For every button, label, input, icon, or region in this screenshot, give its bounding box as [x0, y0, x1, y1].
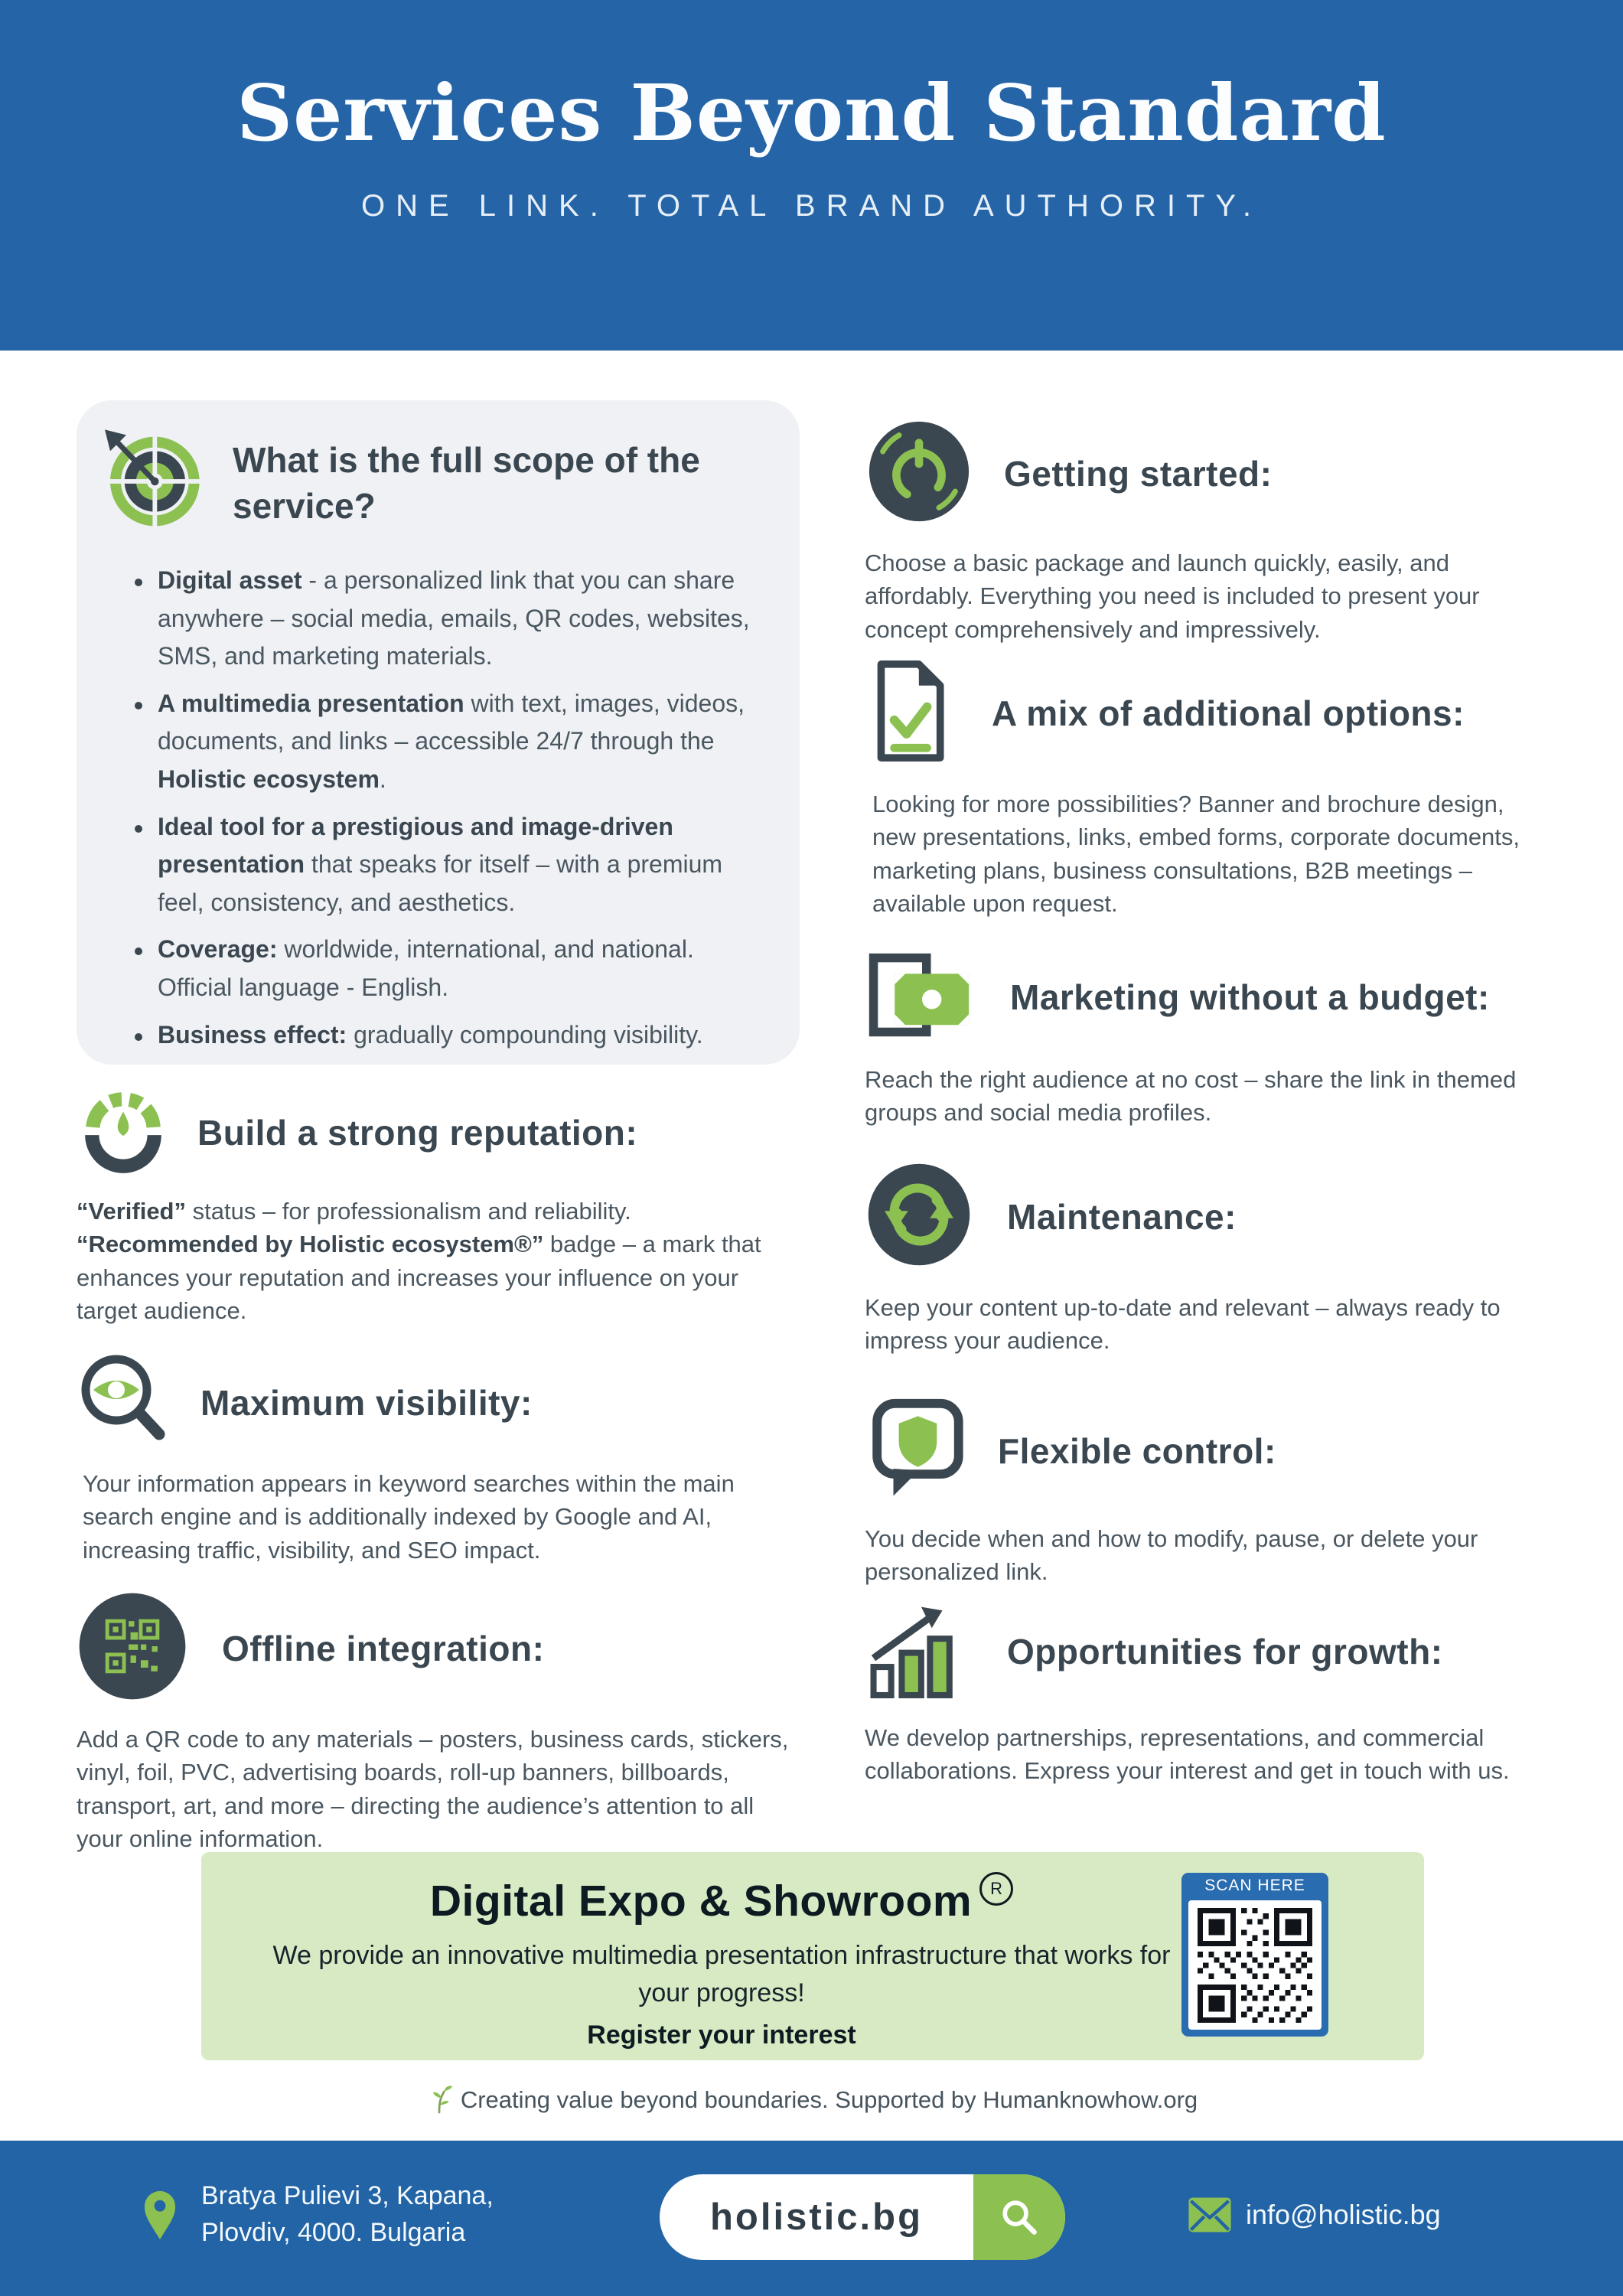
- section-header: [865, 1160, 1553, 1273]
- promo-text: We provide an innovative multimedia presentation infrastructure that works for your progress!: [272, 1941, 1171, 2008]
- search-icon: [996, 2193, 1043, 2241]
- address-block: [140, 2177, 494, 2252]
- section-heading: A mix of additional options:: [992, 693, 1465, 733]
- section-text: Looking for more possibilities? Banner and brochure design, new presentations, links, embed forms, corporate documents, marketing plans, business consultations, B2B meetings – available upon request.: [872, 791, 1520, 918]
- document-check-icon: [865, 657, 955, 769]
- tagline: [0, 2083, 1623, 2114]
- section-header: [77, 1082, 800, 1182]
- section-header: [77, 1590, 800, 1706]
- scope-heading: What is the full scope of the service?: [233, 439, 700, 526]
- section-header: [865, 1600, 1553, 1703]
- section-text: “Verified” status – for professionalism and reliability. “Recommended by Holistic ecosystem®” badge – a mark that enhances your reputation and increases your influence on your target audience.: [77, 1198, 761, 1325]
- refresh-icon: [865, 1160, 973, 1273]
- qr-code-block: [1181, 1873, 1328, 2037]
- list-item: Business effect: gradually compounding visibility.: [130, 1016, 766, 1055]
- promo-content: [270, 1872, 1173, 2050]
- envelope-icon: [1188, 2196, 1232, 2234]
- address-line1: Bratya Pulievi 3, Kapana,: [201, 2181, 494, 2210]
- section-text: Your information appears in keyword searches within the main search engine and is additionally indexed by Google and AI, increasing traffic, visibility, and SEO impact.: [83, 1470, 735, 1564]
- search-button[interactable]: [973, 2174, 1065, 2260]
- section-offline: [77, 1590, 800, 1856]
- section-text: We develop partnerships, representations, and commercial collaborations. Express your interest and get in touch with us.: [865, 1724, 1510, 1785]
- section-heading: Offline integration:: [222, 1628, 545, 1668]
- shield-bubble-icon: [865, 1394, 976, 1507]
- section-heading: Opportunities for growth:: [1007, 1631, 1443, 1671]
- section-options: [865, 657, 1553, 921]
- banknote-icon: [865, 949, 979, 1045]
- section-header: [77, 1353, 800, 1452]
- section-reputation: [77, 1082, 800, 1328]
- power-icon: [865, 417, 973, 530]
- footer-bar: [0, 2141, 1623, 2296]
- section-header: [865, 1394, 1553, 1507]
- scope-box-header: [99, 428, 766, 539]
- section-heading: Maximum visibility:: [200, 1382, 533, 1423]
- list-item: A multimedia presentation with text, images, videos, documents, and links – accessible 24/7 through the Holistic ecosystem.: [130, 685, 766, 799]
- site-search-pill[interactable]: [660, 2174, 1065, 2260]
- site-domain[interactable]: holistic.bg: [710, 2197, 923, 2238]
- section-heading: Build a strong reputation:: [197, 1112, 638, 1153]
- qr-code: [1188, 1900, 1322, 2030]
- section-growth: [865, 1600, 1553, 1788]
- section-header: [865, 417, 1553, 530]
- target-icon: [99, 428, 207, 539]
- section-header: [865, 949, 1553, 1045]
- list-item: Coverage: worldwide, international, and national. Official language - English.: [130, 931, 766, 1006]
- plant-icon: [425, 2083, 453, 2114]
- scope-box: [77, 400, 800, 1065]
- section-getting-started: [865, 417, 1553, 646]
- register-interest-link[interactable]: Register your interest: [587, 2020, 856, 2050]
- qr-scan-label: SCAN HERE: [1204, 1877, 1305, 1894]
- section-text: Keep your content up-to-date and relevant – always ready to impress your audience.: [865, 1294, 1501, 1355]
- section-text: You decide when and how to modify, pause, or delete your personalized link.: [865, 1525, 1478, 1586]
- email-block[interactable]: [1188, 2196, 1441, 2234]
- promo-box: [201, 1852, 1424, 2060]
- registered-trademark-icon: R: [979, 1872, 1013, 1906]
- address-line2: Plovdiv, 4000. Bulgaria: [201, 2218, 466, 2248]
- scope-bullet-list: [99, 562, 766, 1054]
- section-heading: Marketing without a budget:: [1010, 977, 1490, 1017]
- address-text: [201, 2177, 494, 2252]
- section-text: Add a QR code to any materials – posters, business cards, stickers, vinyl, foil, PVC, advertising boards, roll-up banners, billboards, transport, art, and more – directing the audience’s attention to all your online information.: [77, 1726, 789, 1853]
- gauge-icon: [77, 1082, 170, 1182]
- header-banner: [0, 0, 1623, 351]
- section-text: Reach the right audience at no cost – share the link in themed groups and social media profiles.: [865, 1066, 1517, 1127]
- section-control: [865, 1394, 1553, 1589]
- section-heading: Getting started:: [1004, 453, 1273, 494]
- section-visibility: [77, 1353, 800, 1567]
- growth-chart-icon: [865, 1600, 979, 1703]
- list-item: Digital asset - a personalized link that you can share anywhere – social media, emails, QR codes, websites, SMS, and marketing materials.: [130, 562, 766, 676]
- tagline-text: Creating value beyond boundaries. Supported by Humanknowhow.org: [460, 2086, 1198, 2113]
- eye-magnifier-icon: [77, 1353, 173, 1452]
- qr-circle-icon: [77, 1590, 188, 1706]
- section-heading: Flexible control:: [998, 1430, 1276, 1471]
- section-marketing: [865, 949, 1553, 1130]
- promo-title: Digital Expo & Showroom: [429, 1877, 973, 1926]
- list-item: Ideal tool for a prestigious and image-driven presentation that speaks for itself – with a premium feel, consistency, and aesthetics.: [130, 808, 766, 922]
- email-text[interactable]: info@holistic.bg: [1246, 2199, 1441, 2230]
- section-heading: Maintenance:: [1007, 1196, 1237, 1237]
- location-pin-icon: [140, 2187, 180, 2242]
- section-text: Choose a basic package and launch quickly, easily, and affordably. Everything you need is included to present your concept comprehensively and impressively.: [865, 550, 1480, 643]
- section-header: [865, 657, 1553, 769]
- page-subtitle: ONE LINK. TOTAL BRAND AUTHORITY.: [360, 189, 1263, 223]
- page-title: Services Beyond Standard: [236, 67, 1387, 158]
- section-maintenance: [865, 1160, 1553, 1358]
